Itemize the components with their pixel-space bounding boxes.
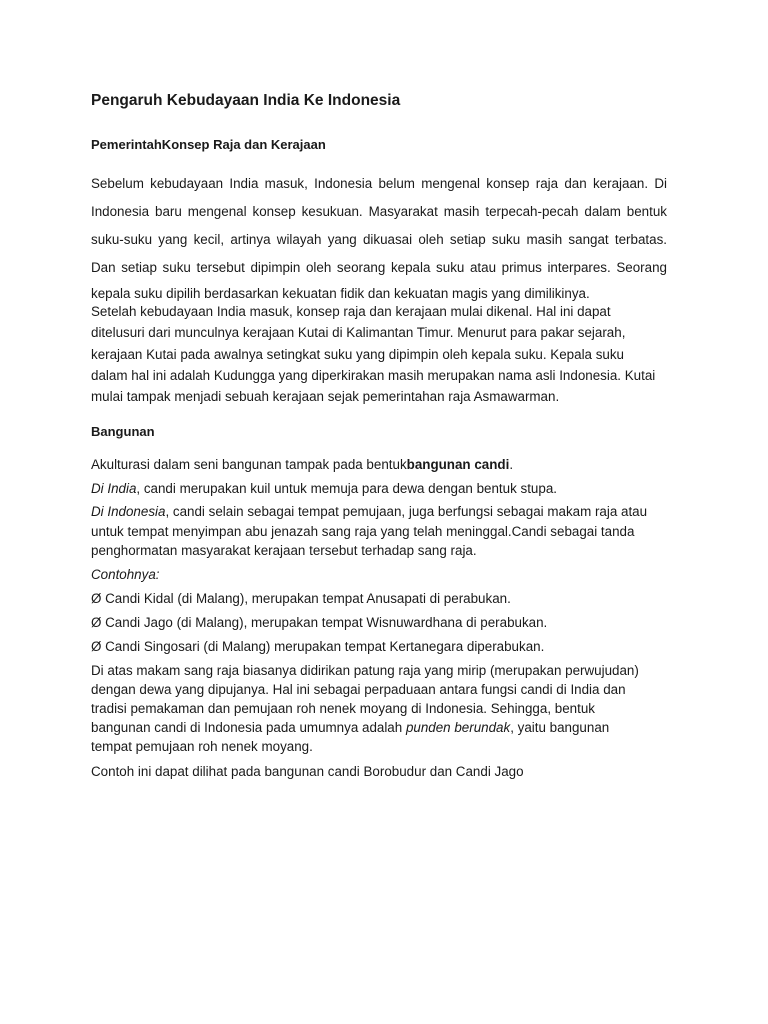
paragraph-line: penghormatan masyarakat kerajaan tersebut terhadap sang raja.	[91, 543, 477, 558]
paragraph-line: kerajaan Kutai pada awalnya setingkat suku yang dipimpin oleh kepala suku. Kepala suku	[91, 347, 624, 362]
paragraph-line: dalam hal ini adalah Kudungga yang diperkirakan masih merupakan nama asli Indonesia. Kutai	[91, 368, 656, 383]
paragraph-line: tempat pemujaan roh nenek moyang.	[91, 739, 313, 754]
paragraph-line: mulai tampak menjadi sebuah kerajaan sejak pemerintahan raja Asmawarman.	[91, 389, 560, 404]
bullet-item: Ø Candi Kidal (di Malang), merupakan tempat Anusapati di perabukan.	[91, 591, 511, 606]
akulturasi-line: Akulturasi dalam seni bangunan tampak pada bentukbangunan candi.	[91, 457, 514, 472]
paragraph-line: kepala suku dipilih berdasarkan kekuatan fidik dan kekuatan magis yang dimilikinya.	[91, 286, 590, 301]
section-subtitle: PemerintahKonsep Raja dan Kerajaan	[91, 137, 326, 152]
contohnya-label: Contohnya:	[91, 567, 160, 582]
bullet-item: Ø Candi Jago (di Malang), merupakan tempat Wisnuwardhana di perabukan.	[91, 615, 548, 630]
document-title: Pengaruh Kebudayaan India Ke Indonesia	[91, 92, 401, 109]
paragraph-line: Dan setiap suku tersebut dipimpin oleh seorang kepala suku atau primus interpares. Seorang	[91, 260, 667, 275]
paragraph-line: ditelusuri dari munculnya kerajaan Kutai di Kalimantan Timur. Menurut para pakar sejarah,	[91, 325, 626, 340]
paragraph-line: suku-suku yang kecil, artinya wilayah yang dikuasai oleh setiap suku masih sangat terbatas.	[91, 232, 667, 247]
paragraph-line: Sebelum kebudayaan India masuk, Indonesia belum mengenal konsep raja dan kerajaan. Di	[91, 176, 667, 191]
indonesia-line: Di Indonesia, candi selain sebagai tempat pemujaan, juga berfungsi sebagai makam raja atau	[91, 504, 648, 519]
india-line: Di India, candi merupakan kuil untuk memuja para dewa dengan bentuk stupa.	[91, 481, 557, 496]
paragraph-line: Setelah kebudayaan India masuk, konsep raja dan kerajaan mulai dikenal. Hal ini dapat	[91, 304, 611, 319]
bullet-item: Ø Candi Singosari (di Malang) merupakan tempat Kertanegara diperabukan.	[91, 639, 545, 654]
section-heading: Bangunan	[91, 424, 155, 439]
paragraph-line: tradisi pemakaman dan pemujaan roh nenek moyang di Indonesia. Sehingga, bentuk	[91, 701, 595, 716]
punden-line: bangunan candi di Indonesia pada umumnya adalah punden berundak, yaitu bangunan	[91, 720, 610, 735]
paragraph-line: Di atas makam sang raja biasanya didirikan patung raja yang mirip (merupakan perwujudan)	[91, 663, 639, 678]
paragraph-line: dengan dewa yang dipujanya. Hal ini sebagai perpaduaan antara fungsi candi di India dan	[91, 682, 626, 697]
paragraph-line: Indonesia baru mengenal konsep kesukuan. Masyarakat masih terpecah-pecah dalam bentuk	[91, 204, 667, 219]
paragraph-line: untuk tempat menyimpan abu jenazah sang raja yang telah meninggal.Candi sebagai tanda	[91, 524, 635, 539]
closing-line: Contoh ini dapat dilihat pada bangunan candi Borobudur dan Candi Jago	[91, 764, 524, 779]
